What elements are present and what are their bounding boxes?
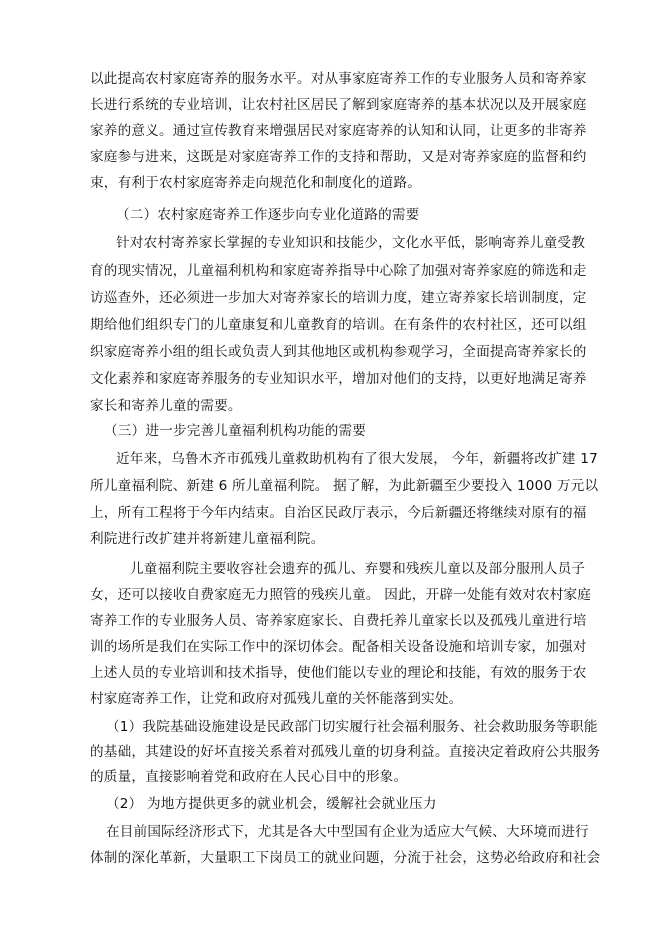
text-line: 儿童福利院主要收容社会遗弃的孤儿、弃婴和残疾儿童以及部分服刑人员子 xyxy=(130,561,586,577)
text-line: 的基础，其建设的好坏直接关系着对孤残儿童的切身利益。直接决定着政府公共服务 xyxy=(90,744,601,760)
text-line: 女，还可以接收自费家庭无力照管的残疾儿童。 因此，开辟一处能有效对农村家庭 xyxy=(90,587,592,603)
text-line: 的质量，直接影响着党和政府在人民心目中的形象。 xyxy=(90,769,408,785)
text-line: 针对农村寄养家长掌握的专业知识和技能少，文化水平低，影响寄养儿童受教 xyxy=(116,235,585,251)
text-line: 上述人员的专业培训和技术指导，使他们能以专业的理论和技能，有效的服务于农 xyxy=(90,665,587,681)
text-line: 寄养工作的专业服务人员、寄养家庭家长、自费托养儿童家长以及孤残儿童进行培 xyxy=(90,613,587,629)
text-line: 以此提高农村家庭寄养的服务水平。对从事家庭寄养工作的专业服务人员和寄养家 xyxy=(90,71,587,87)
text-line: 育的现实情况，儿童福利机构和家庭寄养指导中心除了加强对寄养家庭的筛选和走 xyxy=(90,263,587,279)
text-line: 文化素养和家庭寄养服务的专业知识水平，增加对他们的支持，以更好地满足寄养 xyxy=(90,371,587,387)
text-line: 长进行系统的专业培训，让农村社区居民了解到家庭寄养的基本状况以及开展家庭 xyxy=(90,97,587,113)
text-line: 训的场所是我们在实际工作中的深切体会。配备相关设备设施和培训专家，加强对 xyxy=(90,639,587,655)
text-line: 村家庭寄养工作，让党和政府对孤残儿童的关怀能落到实处。 xyxy=(90,691,463,707)
text-line: 所儿童福利院、新建 6 所儿童福利院。 据了解，为此新疆至少要投入 1000 万元以 xyxy=(90,478,599,494)
text-line: 上，所有工程将于今年内结束。自治区民政厅表示，今后新疆还将继续对原有的福 xyxy=(90,505,587,521)
text-line: 束，有利于农村家庭寄养走向规范化和制度化的道路。 xyxy=(90,175,422,191)
text-line: 织家庭寄养小组的组长或负责人到其他地区或机构参观学习，全面提高寄养家长的 xyxy=(90,344,587,360)
text-line: 体制的深化革新，大量职工下岗员工的就业问题，分流于社会，这势必给政府和社会 xyxy=(90,850,601,866)
text-line: 家庭参与进来，这既是对家庭寄养工作的支持和帮助，又是对寄养家庭的监督和约 xyxy=(90,149,587,165)
numbered-item-2: （2） 为地方提供更多的就业机会，缓解社会就业压力 xyxy=(106,796,437,812)
section-heading-3: （三）进一步完善儿童福利机构功能的需要 xyxy=(104,423,367,439)
text-line: 在目前国际经济形式下，尤其是各大中型国有企业为适应大气候、大环境而进行 xyxy=(106,824,589,840)
text-line: 利院进行改扩建并将新建儿童福利院。 xyxy=(90,531,325,547)
text-line: 近年来，乌鲁木齐市孤残儿童救助机构有了很大发展， 今年，新疆将改扩建 17 xyxy=(116,451,598,467)
numbered-item-1: （1）我院基础设施建设是民政部门切实履行社会福利服务、社会救助服务等职能 xyxy=(106,719,598,735)
text-line: 期给他们组织专门的儿童康复和儿童教育的培训。在有条件的农村社区，还可以组 xyxy=(90,317,587,333)
text-line: 家养的意义。通过宣传教育来增强居民对家庭寄养的认知和认同，让更多的非寄养 xyxy=(90,123,587,139)
text-line: 家长和寄养儿童的需要。 xyxy=(90,398,242,414)
text-line: 访巡查外，还必须进一步加大对寄养家长的培训力度，建立寄养家长培训制度，定 xyxy=(90,290,587,306)
section-heading-2: （二）农村家庭寄养工作逐步向专业化道路的需要 xyxy=(116,207,420,223)
